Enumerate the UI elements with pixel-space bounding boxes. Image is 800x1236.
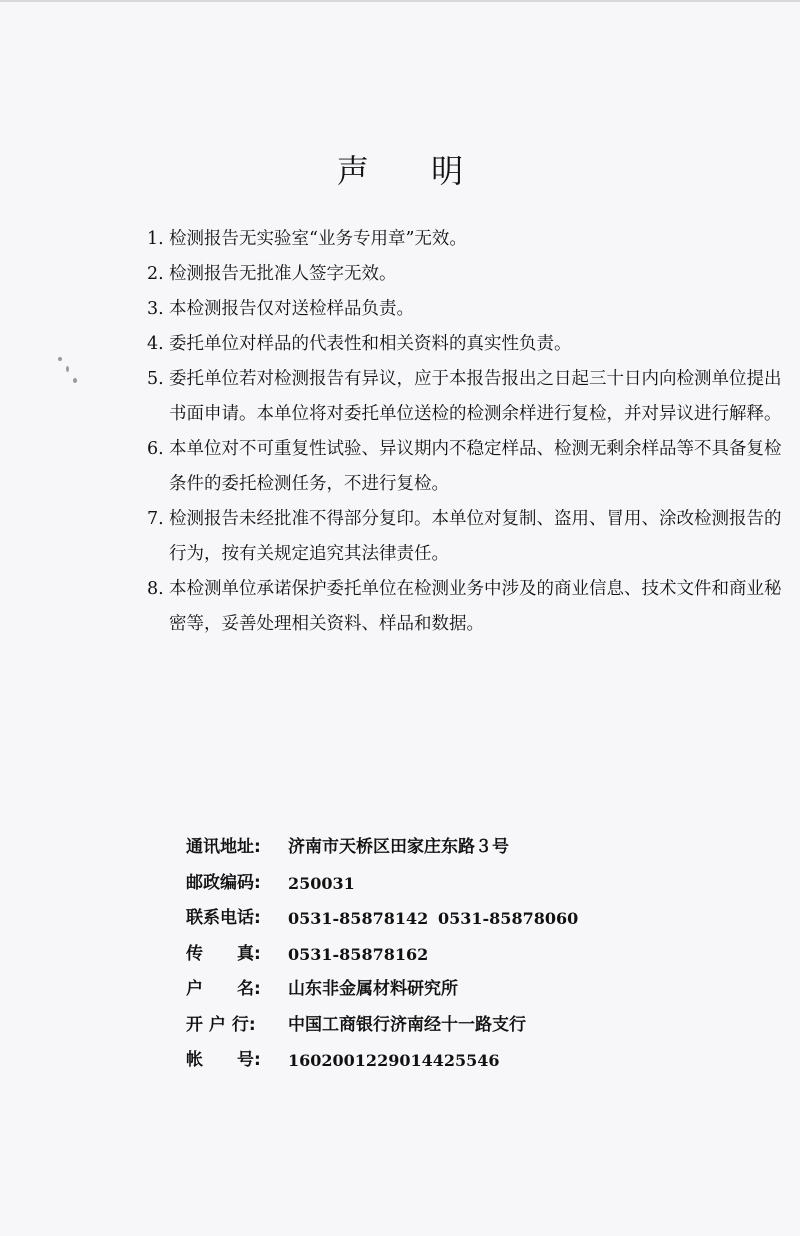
item-text: 行为，按有关规定追究其法律责任。: [169, 544, 449, 564]
item-text: 本检测报告仅对送检样品负责。: [169, 299, 414, 319]
item-number: 1.: [147, 229, 164, 249]
declaration-item: [147, 502, 800, 572]
bank-row: [186, 1008, 746, 1044]
item-number: 3.: [147, 299, 164, 319]
phone-value-2: 0531-85878060: [438, 909, 579, 928]
account-name-value: 山东非金属材料研究所: [288, 979, 458, 999]
item-text: 检测报告无实验室“业务专用章”无效。: [169, 229, 467, 249]
phone-value-1: 0531-85878142: [288, 909, 429, 928]
page-title: 声 明: [336, 152, 490, 190]
fax-label: 传 真:: [186, 943, 261, 964]
scan-smudge: [73, 378, 77, 383]
postcode-value: 250031: [288, 873, 355, 893]
item-text: 委托单位若对检测报告有异议，应于本报告报出之日起三十日内向检测单位提出: [169, 369, 782, 389]
item-number: 8.: [147, 579, 164, 599]
postcode-row: [186, 866, 746, 902]
declaration-item: [147, 257, 800, 292]
declaration-item: [147, 362, 800, 432]
item-text: 检测报告无批准人签字无效。: [169, 264, 397, 284]
item-text: 条件的委托检测任务，不进行复检。: [169, 474, 449, 494]
item-number: 2.: [147, 264, 164, 284]
item-text: 检测报告未经批准不得部分复印。本单位对复制、盗用、冒用、涂改检测报告的: [169, 509, 782, 529]
declaration-list: [147, 222, 800, 642]
phone-label: 联系电话:: [186, 908, 261, 928]
declaration-item: [147, 432, 800, 502]
item-text: 本检测单位承诺保护委托单位在检测业务中涉及的商业信息、技术文件和商业秘: [169, 579, 782, 599]
address-label: 通讯地址:: [186, 837, 261, 857]
fax-value: 0531-85878162: [288, 944, 429, 964]
account-number-value: 1602001229014425546: [288, 1051, 500, 1070]
item-number: 5.: [147, 369, 164, 389]
declaration-item: [147, 327, 800, 362]
item-text: 本单位对不可重复性试验、异议期内不稳定样品、检测无剩余样品等不具备复检: [169, 439, 782, 459]
item-text: 委托单位对样品的代表性和相关资料的真实性负责。: [169, 334, 572, 354]
account-number-label: 帐 号:: [186, 1050, 261, 1070]
item-number: 4.: [147, 334, 164, 354]
item-text: 书面申请。本单位将对委托单位送检的检测余样进行复检，并对异议进行解释。: [169, 404, 782, 424]
declaration-item: [147, 292, 800, 327]
account-name-row: [186, 972, 746, 1008]
contact-info: [186, 830, 746, 1079]
declaration-item: [147, 222, 800, 257]
phone-row: [186, 901, 746, 937]
account-number-row: [186, 1043, 746, 1079]
postcode-label: 邮政编码:: [186, 872, 261, 893]
address-value: 济南市天桥区田家庄东路３号: [288, 837, 509, 857]
declaration-item: [147, 572, 800, 642]
account-name-label: 户 名:: [186, 979, 261, 999]
scan-smudge: [66, 366, 69, 372]
bank-value: 中国工商银行济南经十一路支行: [288, 1014, 526, 1035]
bank-label: 开 户 行:: [186, 1014, 256, 1035]
fax-row: [186, 937, 746, 973]
item-number: 7.: [147, 509, 164, 529]
address-row: [186, 830, 746, 866]
scan-smudge: [58, 357, 62, 361]
item-text: 密等，妥善处理相关资料、样品和数据。: [169, 614, 484, 634]
item-number: 6.: [147, 439, 164, 459]
scan-edge: [0, 0, 800, 2]
